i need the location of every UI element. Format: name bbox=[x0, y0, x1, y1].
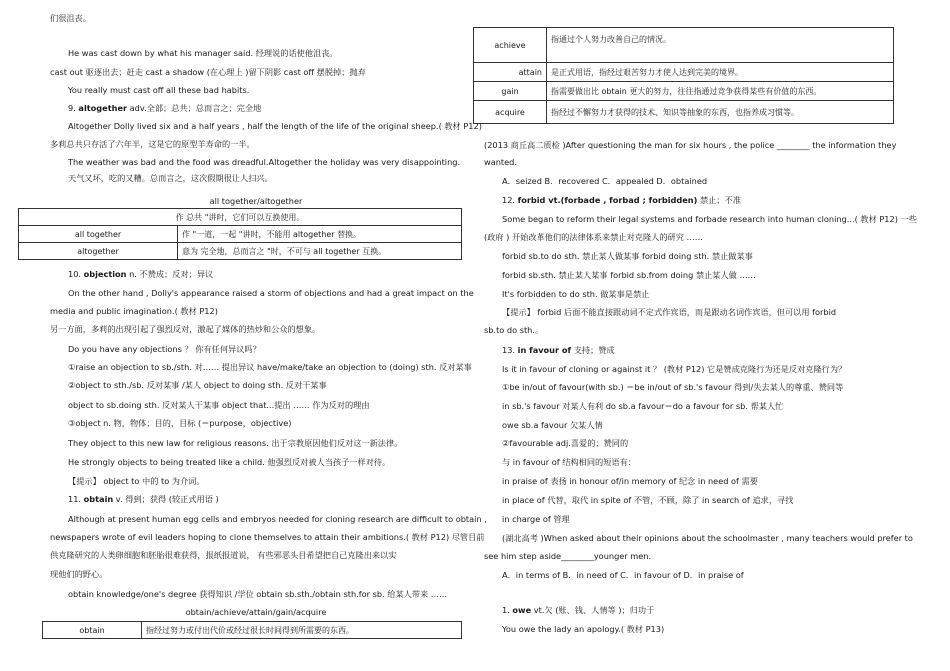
table-cell: obtain bbox=[43, 622, 142, 639]
text-line: 与 in favour of 结构相同的短语有： bbox=[502, 457, 636, 467]
text-line: It's forbidden to do sth. 做某事是禁止 bbox=[502, 289, 650, 299]
text-line: He strongly objects to being treated like a child. 他强烈反对被人当孩子一样对待。 bbox=[68, 457, 391, 467]
table-row bbox=[43, 622, 462, 639]
text-line: The weather was bad and the food was dreadful.Altogether the holiday was very disappointing. bbox=[68, 157, 461, 167]
text-line: 们很沮丧。 bbox=[50, 13, 91, 23]
text-line: ③object n. 物，物体；目的，目标 (＝purpose，objective) bbox=[68, 418, 292, 428]
table-header: 作 总共 "讲时，它们可以互换使用。 bbox=[19, 209, 462, 226]
table-cell: 指经过不懈努力才获得的技术、知识等抽象的东西，也指养成习惯等。 bbox=[547, 101, 894, 124]
text-line: owe sb.a favour 欠某人情 bbox=[502, 420, 603, 430]
text-line: in sb.'s favour 对某人有利 do sb.a favour＝do a favour for sb. 帮某人忙 bbox=[502, 401, 784, 411]
table-cell: 意为 完全地，总而言之 "时，不可与 all together 互换。 bbox=[178, 243, 462, 260]
text-line: ②object to sth./sb. 反对某事 /某人 object to doing sth. 反对干某事 bbox=[68, 380, 327, 390]
table-cell: 指经过努力或付出代价或经过很长时间得到所需要的东西。 bbox=[142, 622, 462, 639]
table-caption: all together/altogether bbox=[209, 196, 303, 206]
table-cell: attain bbox=[474, 63, 547, 82]
text-line: 多莉总共只存活了六年半，这是它的原型羊寿命的一半。 bbox=[50, 139, 255, 149]
answer-options: A．in terms of B．in need of C．in favour of D．in praise of bbox=[502, 570, 744, 580]
table-cell: 指通过个人努力改善自己的情况。 bbox=[547, 28, 894, 63]
heading-10: 10. objection n. 不赞成；反对；异议 bbox=[68, 269, 214, 279]
table-cell: 作 "一道，一起 "讲时，不能用 altogether 替换。 bbox=[178, 226, 462, 243]
text-line: cast out 驱逐出去；赶走 cast a shadow (在心理上 )留下阴影 cast off 摆脱掉；抛弃 bbox=[50, 67, 366, 77]
text-line: forbid sb.sth. 禁止某人某事 forbid sb.from doing 禁止某人做 …… bbox=[502, 270, 756, 280]
text-line: in charge of 管理 bbox=[502, 514, 570, 524]
table-all-together bbox=[18, 208, 462, 260]
table-row bbox=[474, 82, 894, 101]
text-line: Do you have any objections ？ 你有任何异议吗？ bbox=[68, 344, 261, 354]
heading-1: 1. owe vt.欠 (账、钱、人情等 )；归功于 bbox=[502, 605, 655, 615]
heading-9: 9. altogether adv.全部；总共；总而言之；完全地 bbox=[68, 103, 262, 113]
text-line: They object to this new law for religious reasons. 出于宗教原因他们反对这一新法律。 bbox=[68, 438, 403, 448]
table-row bbox=[474, 28, 894, 63]
text-line: in place of 代替，取代 in spite of 不管，不顾，除了 in search of 追求，寻找 bbox=[502, 495, 794, 505]
table-row bbox=[474, 101, 894, 124]
text-line: Altogether Dolly lived six and a half years , half the length of the life of the original sheep.( 教材 P12) bbox=[68, 121, 482, 131]
heading-12: 12. forbid vt.(forbade , forbad ; forbidden) 禁止；不准 bbox=[502, 195, 741, 205]
text-line: You owe the lady an apology.( 教材 P13) bbox=[502, 624, 665, 634]
text-line: object to sb.doing sth. 反对某人干某事 object that...提出 …… 作为反对的理由 bbox=[68, 400, 370, 410]
text-line: 现他们的野心。 bbox=[50, 569, 108, 579]
text-line: 天气又坏，吃的又糟。总而言之，这次假期很让人扫兴。 bbox=[68, 173, 273, 183]
heading-11: 11. obtain v. 得到；获得 (较正式用语 ) bbox=[68, 494, 219, 504]
table-caption: obtain/achieve/attain/gain/acquire bbox=[185, 607, 327, 617]
table-row bbox=[19, 226, 462, 243]
text-line: media and public imagination.( 教材 P12) bbox=[50, 306, 218, 316]
text-line: Some began to reform their legal systems and forbade research into human cloning...( 教材 P12) 一些 bbox=[502, 214, 917, 224]
table-cell: altogether bbox=[19, 243, 178, 260]
text-line: 【提示】 forbid 后面不能直接跟动词不定式作宾语，而是跟动名词作宾语，但可以用 forbid bbox=[502, 307, 837, 317]
text-line: (政府 ) 开始改革他们的法律体系来禁止对克隆人的研究 …… bbox=[484, 232, 703, 242]
text-line: Is it in favour of cloning or against it ？ (教材 P12) 它是赞成克隆行为还是反对克隆行为？ bbox=[502, 364, 847, 374]
table-cell: 是正式用语，指经过艰苦努力才使人达到完美的境界。 bbox=[547, 63, 894, 82]
text-line: (湖北高考 )When asked about their opinions about the schoolmaster , many teachers would prefer to bbox=[502, 533, 913, 543]
table-cell: gain bbox=[474, 82, 547, 101]
table-synonyms bbox=[473, 27, 894, 124]
table-cell: achieve bbox=[474, 28, 547, 63]
text-line: (2013 商丘高二质检 )After questioning the man for six hours , the police ________ the information they bbox=[484, 140, 897, 150]
table-obtain bbox=[42, 621, 462, 639]
text-line: wanted. bbox=[484, 157, 517, 167]
table-cell: 指需要做出比 obtain 更大的努力，往往指通过竞争获得某些有价值的东西。 bbox=[547, 82, 894, 101]
text-line: ②favourable adj.喜爱的；赞同的 bbox=[502, 438, 629, 448]
text-line: sb.to do sth.。 bbox=[484, 325, 544, 335]
text-line: On the other hand , Dolly's appearance raised a storm of objections and had a great impact on the bbox=[68, 288, 474, 298]
text-line: forbid sb.to do sth. 禁止某人做某事 forbid doing sth. 禁止做某事 bbox=[502, 251, 753, 261]
answer-options: A．seized B．recovered C．appealed D．obtained bbox=[502, 176, 708, 186]
table-row bbox=[19, 243, 462, 260]
text-line: Although at present human egg cells and embryos needed for cloning research are difficult to obtain , bbox=[68, 514, 487, 524]
text-line: He was cast down by what his manager said. 经理说的话使他沮丧。 bbox=[68, 48, 338, 58]
text-line: newspapers wrote of evil leaders hoping to clone themselves to attain their ambitions.( 教材 P12) 尽管目前 bbox=[50, 532, 485, 542]
text-line: ①be in/out of favour(with sb.) ＝be in/out of sb.'s favour 得到/失去某人的尊重、赞同等 bbox=[502, 382, 844, 392]
table-row bbox=[474, 63, 894, 82]
table-cell: acquire bbox=[474, 101, 547, 124]
text-line: in praise of 表扬 in honour of/in memory of 纪念 in need of 需要 bbox=[502, 476, 758, 486]
text-line: 另一方面，多莉的出现引起了强烈反对，激起了媒体的热炒和公众的想象。 bbox=[50, 324, 321, 334]
text-line: 供克隆研究的人类卵细胞和胚胎很难获得，报纸报道说， 有些邪恶头目希望把自己克隆出来以实 bbox=[50, 550, 397, 560]
text-line: 【提示】 object to 中的 to 为介词。 bbox=[68, 476, 205, 486]
heading-13: 13. in favour of 支持；赞成 bbox=[502, 345, 615, 355]
text-line: You really must cast off all these bad habits. bbox=[68, 85, 250, 95]
table-cell: all together bbox=[19, 226, 178, 243]
text-line: ①raise an objection to sb./sth. 对…… 提出异议 have/make/take an objection to (doing) sth. 反对某事 bbox=[68, 362, 472, 372]
text-line: obtain knowledge/one's degree 获得知识 /学位 obtain sb.sth./obtain sth.for sb. 给某人带来 …… bbox=[68, 589, 448, 599]
text-line: see him step aside________younger men. bbox=[484, 551, 652, 561]
